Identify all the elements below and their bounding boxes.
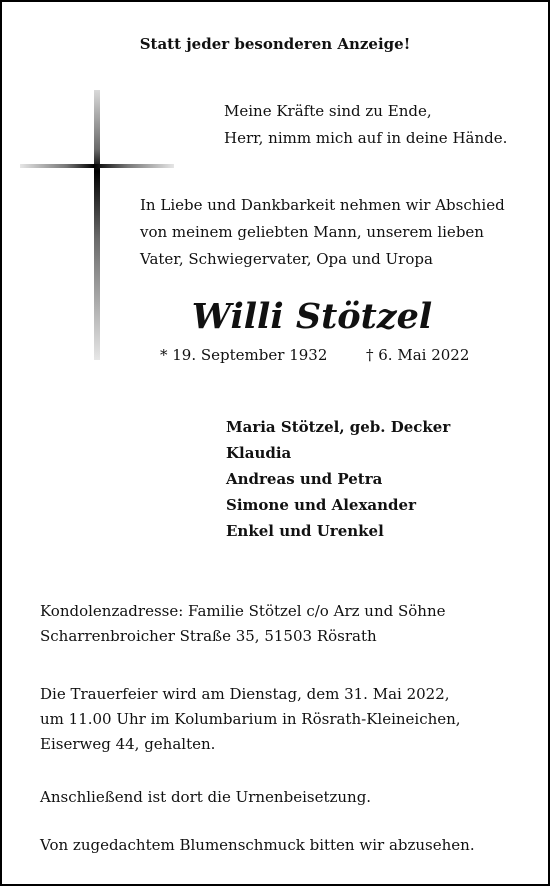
cross-horizontal-bar xyxy=(20,164,174,168)
funeral-info xyxy=(40,682,461,757)
family-member: Maria Stötzel, geb. Decker xyxy=(226,418,451,436)
family-list xyxy=(226,414,450,544)
intro-text xyxy=(140,192,515,273)
family-member: Klaudia xyxy=(226,444,292,462)
family-member: Enkel und Urenkel xyxy=(226,522,384,540)
funeral-line: Die Trauerfeier wird am Dienstag, dem 31. Mai 2022, xyxy=(40,685,450,703)
verse xyxy=(224,98,507,152)
header-text: Statt jeder besonderen Anzeige! xyxy=(139,35,411,53)
death-date: † 6. Mai 2022 xyxy=(366,346,470,364)
burial-info: Anschließend ist dort die Urnenbeisetzung. xyxy=(40,788,372,806)
flowers-note: Von zugedachtem Blumenschmuck bitten wir abzusehen. xyxy=(40,836,475,854)
condolence-line: Scharrenbroicher Straße 35, 51503 Rösrath xyxy=(40,627,377,645)
cross-vertical-bar xyxy=(94,90,100,360)
verse-line: Herr, nimm mich auf in deine Hände. xyxy=(224,129,508,147)
intro-line: von meinem geliebten Mann, unserem lieben xyxy=(140,223,484,241)
condolence-line: Kondolenzadresse: Familie Stötzel c/o Arz und Söhne xyxy=(40,602,446,620)
funeral-line: um 11.00 Uhr im Kolumbarium in Rösrath-Kleineichen, xyxy=(40,710,461,728)
condolence-address xyxy=(40,599,445,649)
intro-line: In Liebe und Dankbarkeit nehmen wir Abschied xyxy=(140,196,505,214)
funeral-line: Eiserweg 44, gehalten. xyxy=(40,735,216,753)
birth-date: * 19. September 1932 xyxy=(160,346,328,364)
deceased-name: Willi Stötzel xyxy=(191,296,433,337)
family-member: Simone und Alexander xyxy=(226,496,416,514)
verse-line: Meine Kräfte sind zu Ende, xyxy=(224,102,432,120)
family-member: Andreas und Petra xyxy=(226,470,383,488)
intro-line: Vater, Schwiegervater, Opa und Uropa xyxy=(140,250,433,268)
